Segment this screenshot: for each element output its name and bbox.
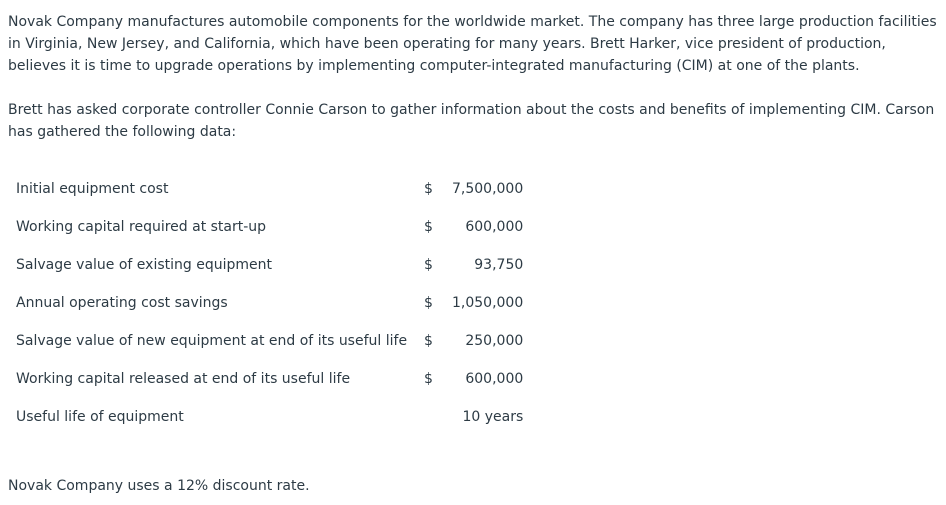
currency-symbol: $ — [424, 181, 433, 197]
discount-rate-note: Novak Company uses a 12% discount rate. — [8, 478, 310, 494]
row-label: Working capital released at end of its useful life — [16, 371, 351, 387]
table-row — [16, 398, 523, 436]
table-row — [16, 322, 523, 360]
table-row — [16, 246, 523, 284]
table-row — [16, 170, 523, 208]
currency-symbol: $ — [424, 295, 433, 311]
row-label: Salvage value of new equipment at end of its useful life — [16, 333, 408, 349]
row-value: 250,000 — [465, 333, 524, 349]
row-value: 600,000 — [465, 371, 524, 387]
row-value: 93,750 — [474, 257, 524, 273]
currency-symbol: $ — [424, 371, 433, 387]
currency-symbol: $ — [424, 219, 433, 235]
row-label: Initial equipment cost — [16, 181, 169, 197]
row-value: 7,500,000 — [452, 181, 524, 197]
row-label: Annual operating cost savings — [16, 295, 228, 311]
row-value: 10 years — [462, 409, 524, 425]
intro-paragraph: Novak Company manufactures automobile components for the worldwide market. The company has three large production facilities in Virginia, New Jersey, and California, which have been operating for many years. Brett Harker, vice president of production, believes it is time to upgrade operations by implementing computer-integrated manufacturing (CIM) at one of the plants. — [8, 14, 937, 74]
request-paragraph: Brett has asked corporate controller Connie Carson to gather information about the costs and benefits of implementing CIM. Carson has gathered the following data: — [8, 102, 935, 140]
row-value: 1,050,000 — [452, 295, 524, 311]
currency-symbol: $ — [424, 333, 433, 349]
cost-data-table — [16, 170, 523, 436]
currency-symbol — [424, 398, 452, 436]
table-row — [16, 208, 523, 246]
row-label: Salvage value of existing equipment — [16, 257, 272, 273]
row-label: Useful life of equipment — [16, 409, 184, 425]
currency-symbol: $ — [424, 257, 433, 273]
row-value: 600,000 — [465, 219, 524, 235]
table-row — [16, 284, 523, 322]
table-row — [16, 360, 523, 398]
row-label: Working capital required at start-up — [16, 219, 267, 235]
